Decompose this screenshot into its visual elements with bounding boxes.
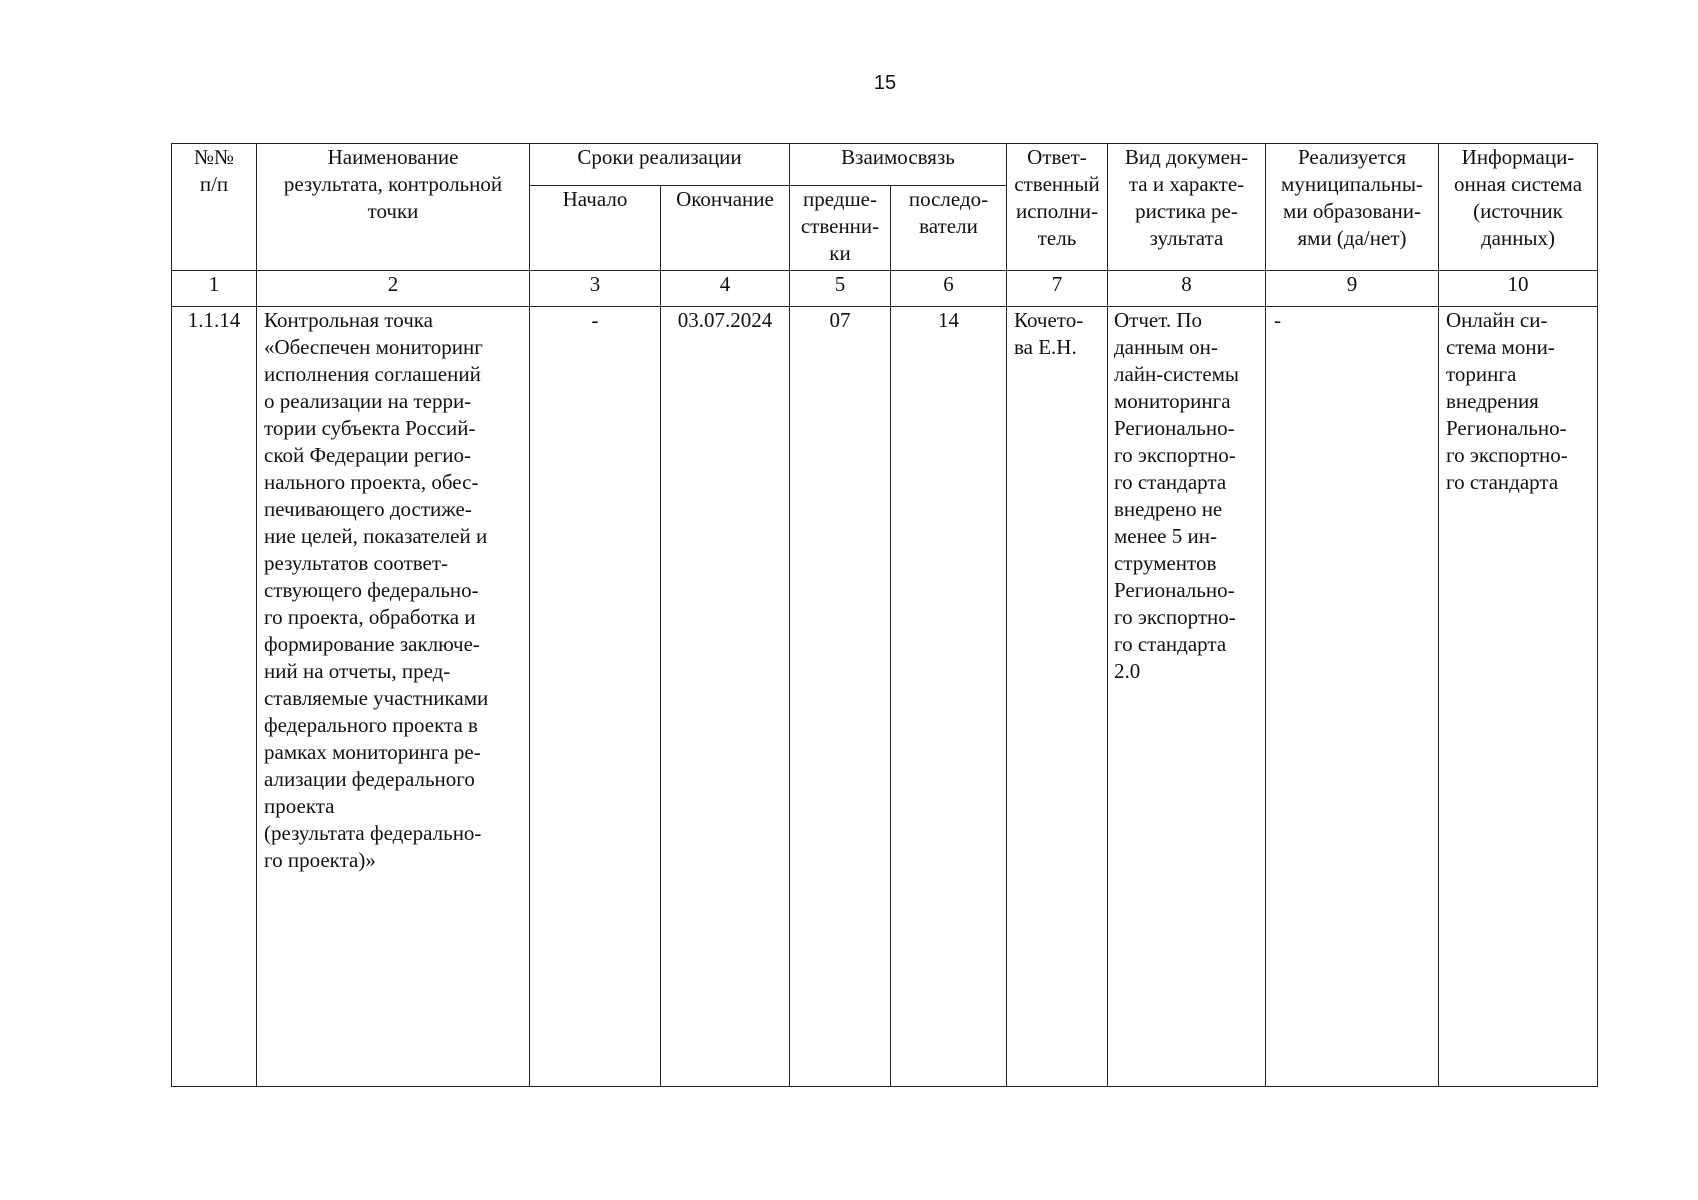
header-predecessors: предше- ственни- ки xyxy=(790,186,891,271)
column-number-2: 2 xyxy=(257,271,530,307)
row-name: Контрольная точка «Обеспечен мониторинг исполнения соглашений о реализации на терри- тории субъекта Россий- ской Федерации регио- нального проекта, обес- печивающего достиже- ние целей, показателей и результатов соответ- ствующего федерально- го проекта, обработка и формирование заключе- ний на отчеты, пред- ставляемые участниками федерального проекта в рамках мониторинга ре- ализации федерального проекта (результата федерально- го проекта)» xyxy=(257,307,530,1087)
row-predecessors: 07 xyxy=(790,307,891,1087)
row-successors: 14 xyxy=(891,307,1007,1087)
column-number-7: 7 xyxy=(1007,271,1108,307)
column-number-3: 3 xyxy=(530,271,661,307)
column-number-1: 1 xyxy=(172,271,257,307)
header-number: №№ п/п xyxy=(172,144,257,271)
page-number: 15 xyxy=(873,72,897,94)
row-document: Отчет. По данным он- лайн-системы мониторинга Регионально- го экспортно- го стандарта внедрено не менее 5 ин- струментов Регионально- го экспортно- го стандарта 2.0 xyxy=(1108,307,1266,1087)
column-number-10: 10 xyxy=(1439,271,1598,307)
row-end: 03.07.2024 xyxy=(661,307,790,1087)
column-number-6: 6 xyxy=(891,271,1007,307)
column-number-row xyxy=(172,271,1598,307)
row-responsible: Кочето- ва Е.Н. xyxy=(1007,307,1108,1087)
header-terms-group: Сроки реализации xyxy=(530,144,790,186)
column-number-8: 8 xyxy=(1108,271,1266,307)
plan-table xyxy=(171,143,1598,1087)
header-name: Наименование результата, контрольной точки xyxy=(257,144,530,271)
header-info-system: Информаци- онная система (источник данных) xyxy=(1439,144,1598,271)
row-info-system: Онлайн си- стема мони- торинга внедрения Регионально- го экспортно- го стандарта xyxy=(1439,307,1598,1087)
column-number-5: 5 xyxy=(790,271,891,307)
column-number-4: 4 xyxy=(661,271,790,307)
row-start: - xyxy=(530,307,661,1087)
column-number-9: 9 xyxy=(1266,271,1439,307)
header-document: Вид докумен- та и характе- ристика ре- зультата xyxy=(1108,144,1266,271)
row-id: 1.1.14 xyxy=(172,307,257,1087)
header-responsible: Ответ- ственный исполни- тель xyxy=(1007,144,1108,271)
header-link-group: Взаимосвязь xyxy=(790,144,1007,186)
header-municipal: Реализуется муниципальны- ми образовани- ями (да/нет) xyxy=(1266,144,1439,271)
header-row-1 xyxy=(172,144,1598,186)
header-end: Окончание xyxy=(661,186,790,271)
row-municipal: - xyxy=(1266,307,1439,1087)
header-successors: последо- ватели xyxy=(891,186,1007,271)
table-row xyxy=(172,307,1598,1087)
header-start: Начало xyxy=(530,186,661,271)
